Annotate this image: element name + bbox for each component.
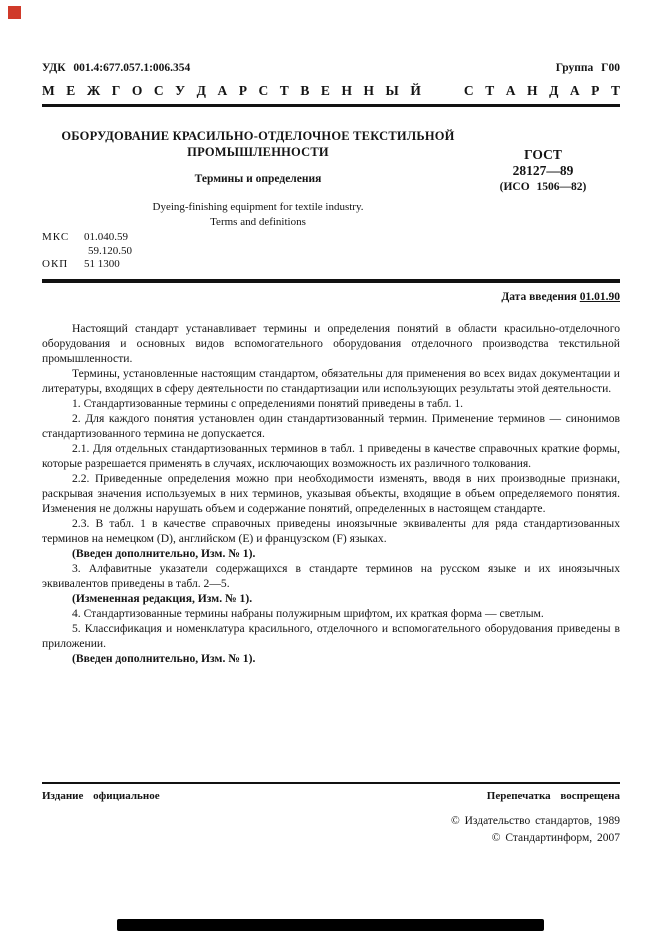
document-subtitle-ru: Термины и определения	[194, 173, 322, 185]
classification-row	[42, 62, 620, 74]
paragraph: 3. Алфавитные указатели содержащихся в стандарте терминов на русском языке и их иноязычных эквивалентов приведены в табл. 2—5.	[42, 561, 620, 590]
bottom-bar	[117, 919, 544, 931]
mks-row	[42, 231, 620, 245]
group-code: Группа Г00	[555, 62, 620, 74]
iso-reference: (ИСО 1506—82)	[499, 181, 587, 193]
paragraph: (Введен дополнительно, Изм. № 1).	[72, 546, 256, 560]
effective-date-row	[42, 291, 620, 303]
title-left-column	[42, 129, 474, 230]
paragraph: 2. Для каждого понятия установлен один стандартизованный термин. Применение терминов — синонимов стандартизованного термина не допускается.	[42, 411, 620, 440]
mks-label: МКС	[42, 231, 70, 243]
paragraph: 5. Классификация и номенклатура красильного, отделочного и вспомогательного оборудования приведены в приложении.	[42, 621, 620, 650]
footer-row	[42, 790, 620, 802]
standard-designation	[468, 147, 618, 195]
effective-date-value: 01.01.90	[579, 290, 620, 303]
document-subtitle-en: Terms and definitions	[210, 216, 306, 228]
copyright-line-1: © Издательство стандартов, 1989	[450, 815, 620, 827]
reprint-forbidden-label: Перепечатка воспрещена	[486, 790, 620, 802]
paragraph: Настоящий стандарт устанавливает термины и определения понятий в области красильно-отделочного оборудования и основных видов вспомогательного оборудования отделочного производства текстильной промышленности.	[42, 321, 620, 365]
copyright-block	[451, 813, 620, 846]
gost-label: ГОСТ	[524, 147, 562, 162]
horizontal-rule-middle	[42, 279, 620, 283]
paragraph: (Введен дополнительно, Изм. № 1).	[72, 651, 256, 665]
paragraph: 1. Стандартизованные термины с определениями понятий приведены в табл. 1.	[72, 396, 464, 410]
gost-number: 28127—89	[512, 163, 574, 178]
document-title-ru: ОБОРУДОВАНИЕ КРАСИЛЬНО-ОТДЕЛОЧНОЕ ТЕКСТИЛЬНОЙ ПРОМЫШЛЕННОСТИ	[61, 129, 455, 159]
document-title-en: Dyeing-finishing equipment for textile industry.	[152, 201, 364, 213]
paragraph: Термины, установленные настоящим стандартом, обязательны для применения во всех видах документации и литературы, входящих в сферу деятельности по стандартизации или использующих результаты этой деятельности.	[42, 366, 620, 395]
title-block	[42, 129, 620, 231]
horizontal-rule-footer	[42, 782, 620, 784]
paragraph: 4. Стандартизованные термины набраны полужирным шрифтом, их краткая форма — светлым.	[72, 606, 544, 620]
paragraph: 2.3. В табл. 1 в качестве справочных приведены иноязычные эквиваленты для ряда стандартизованных терминов на немецком (D), английском (E) и французском (F) языках.	[42, 516, 620, 545]
standard-type-heading: М Е Ж Г О С У Д А Р С Т В Е Н Н Ы Й С Т А Н Д А Р Т	[42, 83, 620, 98]
okp-label: ОКП	[42, 258, 69, 270]
mks-value-1: 01.040.59	[84, 231, 128, 243]
horizontal-rule-top	[42, 104, 620, 107]
mks-value-2: 59.120.50	[88, 244, 132, 257]
page-content	[42, 0, 620, 666]
body-text	[42, 321, 620, 666]
red-square-marker	[8, 6, 21, 19]
copyright-line-2: © Стандартинформ, 2007	[491, 831, 620, 844]
mks-row-2	[42, 245, 620, 259]
paragraph: 2.2. Приведенные определения можно при необходимости изменять, вводя в них производные признаки, раскрывая значения используемых в них терминов, указывая объекты, входящие в объем определяемого понятия. Изменения не должны нарушать объем и содержание понятий, определенных в настоящем стандарте.	[42, 471, 620, 515]
okp-row	[42, 258, 620, 272]
codes-block	[42, 231, 620, 272]
paragraph: 2.1. Для отдельных стандартизованных терминов в табл. 1 приведены в качестве справочных краткие формы, которые разрешается применять в случаях, исключающих возможность их различного толкования.	[42, 441, 620, 470]
effective-date-label: Дата введения	[501, 290, 577, 303]
udk-code: УДК 001.4:677.057.1:006.354	[42, 62, 191, 74]
official-edition-label: Издание официальное	[42, 790, 160, 802]
okp-value: 51 1300	[84, 258, 120, 270]
paragraph: (Измененная редакция, Изм. № 1).	[72, 591, 253, 605]
